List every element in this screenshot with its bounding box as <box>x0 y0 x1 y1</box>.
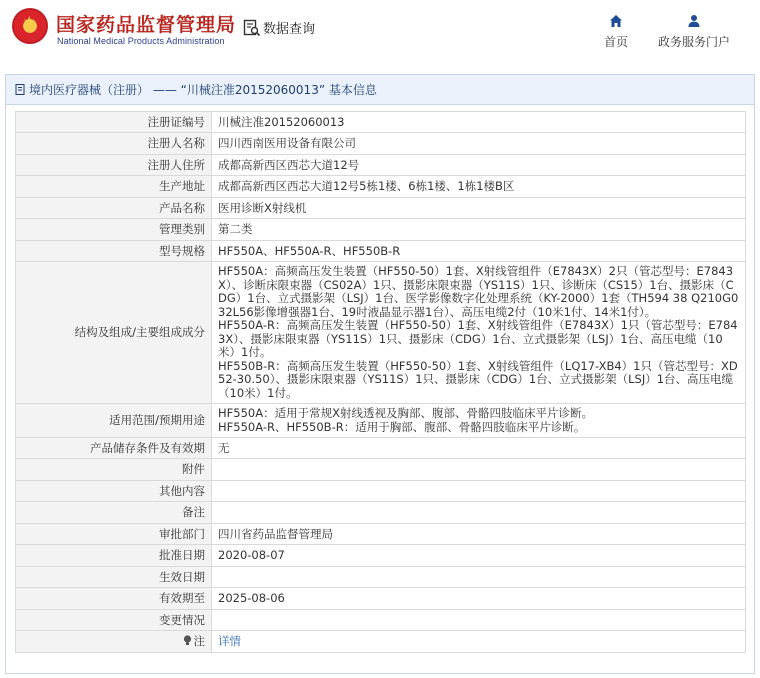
expiry-date-value-text: 2025-08-06 <box>218 591 285 605</box>
table-row-registrant-address <box>16 155 746 176</box>
intended-use-value <box>212 404 746 438</box>
product-name-value <box>212 198 746 219</box>
remarks-value <box>212 502 746 524</box>
registration-info-table <box>15 111 746 653</box>
expiry-date-value <box>212 588 746 610</box>
details-link[interactable]: 详情 <box>218 634 241 648</box>
table-row-effective-date <box>16 567 746 588</box>
expiry-date-label <box>16 588 212 610</box>
model-spec-label-text: 型号规格 <box>159 243 205 258</box>
table-row-change-status <box>16 610 746 631</box>
document-icon <box>15 84 26 95</box>
panel-title: 境内医疗器械（注册） —— “川械注准20152060013” 基本信息 <box>29 83 377 97</box>
storage-validity-label <box>16 438 212 459</box>
approval-dept-label <box>16 524 212 545</box>
site-subtitle: National Medical Products Administration <box>57 36 225 46</box>
table-row-note <box>16 631 746 653</box>
user-icon <box>687 14 701 28</box>
registrant-address-value <box>212 155 746 176</box>
approval-date-label <box>16 545 212 567</box>
table-row-structure-composition <box>16 262 746 404</box>
table-row-remarks <box>16 502 746 524</box>
table-row-storage-validity <box>16 438 746 459</box>
intended-use-label-text: 适用范围/预期用途 <box>109 413 205 427</box>
production-address-value-text: 成都高新西区西芯大道12号5栋1楼、6栋1楼、1栋1楼B区 <box>218 179 515 193</box>
registrant-address-label <box>16 155 212 176</box>
table-row-model-spec <box>16 241 746 262</box>
model-spec-value-text: HF550A、HF550A-R、HF550B-R <box>218 243 401 258</box>
national-emblem-logo[interactable] <box>12 8 48 44</box>
change-status-label-text: 变更情况 <box>159 612 205 627</box>
lightbulb-icon <box>183 635 192 646</box>
production-address-label-text: 生产地址 <box>159 179 205 193</box>
table-row-intended-use <box>16 404 746 438</box>
registrant-name-label-text: 注册人名称 <box>147 136 205 150</box>
storage-validity-label-text: 产品储存条件及有效期 <box>90 440 205 455</box>
management-class-value <box>212 219 746 241</box>
nav-gov-service-label: 政务服务门户 <box>658 35 731 49</box>
approval-dept-value <box>212 524 746 545</box>
table-row-approval-dept <box>16 524 746 545</box>
registrant-name-value <box>212 133 746 155</box>
site-title[interactable]: 国家药品监督管理局 <box>56 14 237 36</box>
approval-dept-label-text: 审批部门 <box>159 526 205 541</box>
table-row-reg-number <box>16 112 746 133</box>
nav-gov-service[interactable] <box>658 14 730 50</box>
management-class-label <box>16 219 212 241</box>
reg-number-value-text: 川械注准20152060013 <box>218 114 345 129</box>
change-status-label <box>16 610 212 631</box>
reg-number-label <box>16 112 212 133</box>
product-name-label <box>16 198 212 219</box>
structure-composition-value <box>212 262 746 404</box>
other-content-value <box>212 481 746 502</box>
other-content-label <box>16 481 212 502</box>
data-search-label: 数据查询 <box>263 22 316 37</box>
home-icon <box>609 14 623 28</box>
effective-date-value <box>212 567 746 588</box>
table-row-management-class <box>16 219 746 241</box>
product-name-label-text: 产品名称 <box>159 200 205 215</box>
table-row-other-content <box>16 481 746 502</box>
note-value <box>212 631 746 653</box>
approval-dept-value-text: 四川省药品监督管理局 <box>218 526 333 541</box>
product-name-value-text: 医用诊断X射线机 <box>218 200 307 215</box>
model-spec-label <box>16 241 212 262</box>
production-address-label <box>16 176 212 198</box>
registrant-address-label-text: 注册人住所 <box>147 157 205 172</box>
management-class-value-text: 第二类 <box>218 222 253 236</box>
site-header <box>0 0 760 66</box>
structure-composition-value-text: HF550A：高频高压发生装置（HF550-50）1套、X射线管组件（E7843X）2只（管芯型号：E7843X）、诊断床限束器（CS02A）1只、摄影床限束器（YS11S）1只、诊断床（CS15）1台、摄影床（CDG）1台、立式摄影架（LSJ）1台、医学影像数字化处理系统（KY-2000）1套（TH594 38 Q210G032L56影像增强器1台、19吋液晶显示器1台）、高压电缆2付（10米1付、14米1付）。 HF550A-R：高频高压发生装置（HF550-50）1套、X射线管组件（E7843X）1只（管芯型号：E7843X）、摄影床限束器（YS11S）1只、摄影床（CDG）1台、立式摄影架（LSJ）1台、高压电缆（10米）1付。 HF550B-R：高频高压发生装置（HF550-50）1套、X射线管组件（LQ17-XB4）1只（管芯型号：XD52-30.50）、摄影床限束器（YS11S）1只、摄影床（CDG）1台、立式摄影架（LSJ）1台、高压电缆（10米）1付。 <box>218 264 739 400</box>
data-search-link[interactable] <box>243 18 315 37</box>
structure-composition-label-text: 结构及组成/主要组成成分 <box>74 325 205 339</box>
approval-date-value-text: 2020-08-07 <box>218 548 285 562</box>
intended-use-label <box>16 404 212 438</box>
change-status-value <box>212 610 746 631</box>
registrant-name-label <box>16 133 212 155</box>
detail-panel <box>5 74 755 674</box>
registrant-address-value-text: 成都高新西区西芯大道12号 <box>218 157 360 172</box>
reg-number-value <box>212 112 746 133</box>
panel-header <box>6 75 754 105</box>
note-label <box>16 631 212 653</box>
nav-home[interactable] <box>604 14 628 50</box>
document-search-icon <box>243 19 261 37</box>
effective-date-label-text: 生效日期 <box>159 569 205 584</box>
table-row-attachments <box>16 459 746 481</box>
table-row-approval-date <box>16 545 746 567</box>
note-label-text: 注 <box>193 634 205 648</box>
attachments-label <box>16 459 212 481</box>
attachments-label-text: 附件 <box>182 462 205 476</box>
production-address-value <box>212 176 746 198</box>
management-class-label-text: 管理类别 <box>159 222 205 236</box>
remarks-label-text: 备注 <box>182 505 205 519</box>
approval-date-value <box>212 545 746 567</box>
approval-date-label-text: 批准日期 <box>159 548 205 562</box>
model-spec-value <box>212 241 746 262</box>
table-row-expiry-date <box>16 588 746 610</box>
table-row-production-address <box>16 176 746 198</box>
table-row-registrant-name <box>16 133 746 155</box>
other-content-label-text: 其他内容 <box>159 483 205 498</box>
registrant-name-value-text: 四川西南医用设备有限公司 <box>218 136 356 150</box>
attachments-value <box>212 459 746 481</box>
expiry-date-label-text: 有效期至 <box>159 591 205 605</box>
table-row-product-name <box>16 198 746 219</box>
structure-composition-label <box>16 262 212 404</box>
effective-date-label <box>16 567 212 588</box>
storage-validity-value-text: 无 <box>218 440 230 455</box>
intended-use-value-text: HF550A：适用于常规X射线透视及胸部、腹部、骨骼四肢临床平片诊断。 HF550A-R、HF550B-R：适用于胸部、腹部、骨骼四肢临床平片诊断。 <box>218 406 593 434</box>
nav-home-label: 首页 <box>604 35 629 49</box>
reg-number-label-text: 注册证编号 <box>147 114 205 129</box>
remarks-label <box>16 502 212 524</box>
storage-validity-value <box>212 438 746 459</box>
star-icon: ★ <box>23 14 36 30</box>
